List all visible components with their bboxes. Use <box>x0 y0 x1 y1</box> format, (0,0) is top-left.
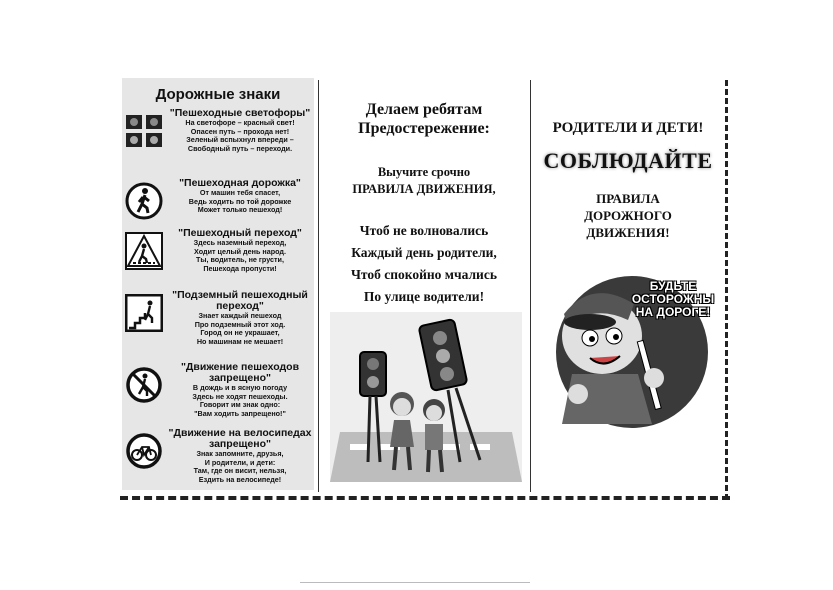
sign-item <box>122 290 314 346</box>
sign-line: Но машинам не мешает! <box>196 336 284 346</box>
no-pedestrians-icon <box>122 366 166 404</box>
road-signs-title: Дорожные знаки <box>155 86 281 103</box>
pedestrian-crossing-icon <box>122 232 166 270</box>
sign-item <box>122 428 314 484</box>
poem-line: Чтоб не волновались <box>359 223 489 238</box>
parents-panel <box>532 78 724 490</box>
sign-line: Здесь наземный переход, <box>193 238 287 247</box>
fold-line <box>318 80 319 492</box>
sign-title: "Подземный пешеходный переход" <box>172 289 308 312</box>
sign-title: "Пешеходные светофоры" <box>169 107 311 119</box>
sign-line: Ездить на велосипеде! <box>198 474 282 484</box>
sign-item <box>122 178 314 220</box>
sign-item <box>122 108 314 153</box>
sign-line: Ты, водитель, не грусти, <box>196 255 284 265</box>
sign-line: Знает каждый пешеход <box>198 311 282 320</box>
cut-line-bottom <box>120 496 730 500</box>
sign-line: Зеленый вспыхнул впереди – <box>186 135 294 145</box>
warning-heading <box>320 100 528 138</box>
pedestrian-path-icon <box>122 182 166 220</box>
sign-title: "Пешеходный переход" <box>178 227 302 239</box>
sign-line: Здесь не ходят пешеходы. <box>192 391 288 401</box>
poem-line: По улице водители! <box>363 289 485 304</box>
heading-line: Делаем ребятам <box>365 101 483 118</box>
sign-title: "Движение на велосипедах запрещено" <box>168 427 312 450</box>
sign-item <box>122 228 314 273</box>
sign-line: Там, где он висит, нельзя, <box>193 466 287 476</box>
sign-line: "Вам ходить запрещено!" <box>194 408 286 418</box>
warning-panel <box>320 78 528 490</box>
pedestrian-traffic-light-icon <box>122 112 166 150</box>
sign-line: Город он не украшает, <box>200 328 280 338</box>
rules-line: ДВИЖЕНИЯ! <box>586 225 670 240</box>
rules-line: ПРАВИЛА <box>596 191 660 206</box>
poem <box>320 220 528 308</box>
sub-line: ПРАВИЛА ДВИЖЕНИЯ, <box>352 182 496 196</box>
badge-line: БУДЬТЕ <box>649 279 697 293</box>
sign-line: От машин тебя спасет, <box>199 188 281 197</box>
cut-line-right <box>725 80 728 500</box>
rules-heading <box>532 190 724 241</box>
warning-subheading <box>320 164 528 198</box>
parents-heading: РОДИТЕЛИ И ДЕТИ! <box>552 120 704 136</box>
sign-item <box>122 362 314 418</box>
sign-line: Про подземный этот ход. <box>194 319 286 329</box>
sign-line: Может только пешеход! <box>197 205 283 215</box>
poem-line: Чтоб спокойно мчались <box>351 267 497 282</box>
fold-line <box>530 80 531 492</box>
sign-line: Ходит целый день народ. <box>194 246 286 256</box>
be-careful-badge <box>624 280 722 319</box>
sign-line: И родители, и дети: <box>204 457 276 467</box>
underground-crossing-icon <box>122 294 166 332</box>
children-with-traffic-lights-illustration <box>330 312 522 482</box>
heading-line: Предостережение: <box>358 120 490 137</box>
sign-line: Пешехода пропусти! <box>203 263 277 273</box>
scan-artifact <box>300 582 530 583</box>
sub-line: Выучите срочно <box>377 165 471 179</box>
badge-line: ОСТОРОЖНЫ <box>631 292 715 306</box>
badge-line: НА ДОРОГЕ! <box>635 305 711 319</box>
sign-line: В дождь и в ясную погоду <box>192 383 288 392</box>
sign-title: "Пешеходная дорожка" <box>179 177 301 189</box>
rules-line: ДОРОЖНОГО <box>584 208 672 223</box>
poem-line: Каждый день родители, <box>351 245 497 260</box>
sign-line: Ведь ходить по той дорожке <box>188 196 292 206</box>
sign-title: "Движение пешеходов запрещено" <box>180 361 300 384</box>
observe-heading: СОБЛЮДАЙТЕ <box>543 148 713 173</box>
sign-line: Говорит им знак одно: <box>199 400 281 410</box>
sign-line: Знак запомните, друзья, <box>196 449 284 458</box>
sign-line: На светофоре – красный свет! <box>185 118 295 127</box>
road-signs-panel <box>122 78 314 490</box>
no-bicycles-icon <box>122 432 166 470</box>
sign-line: Свободный путь – переходи. <box>187 143 293 153</box>
sign-line: Опасен путь – прохода нет! <box>190 126 290 136</box>
